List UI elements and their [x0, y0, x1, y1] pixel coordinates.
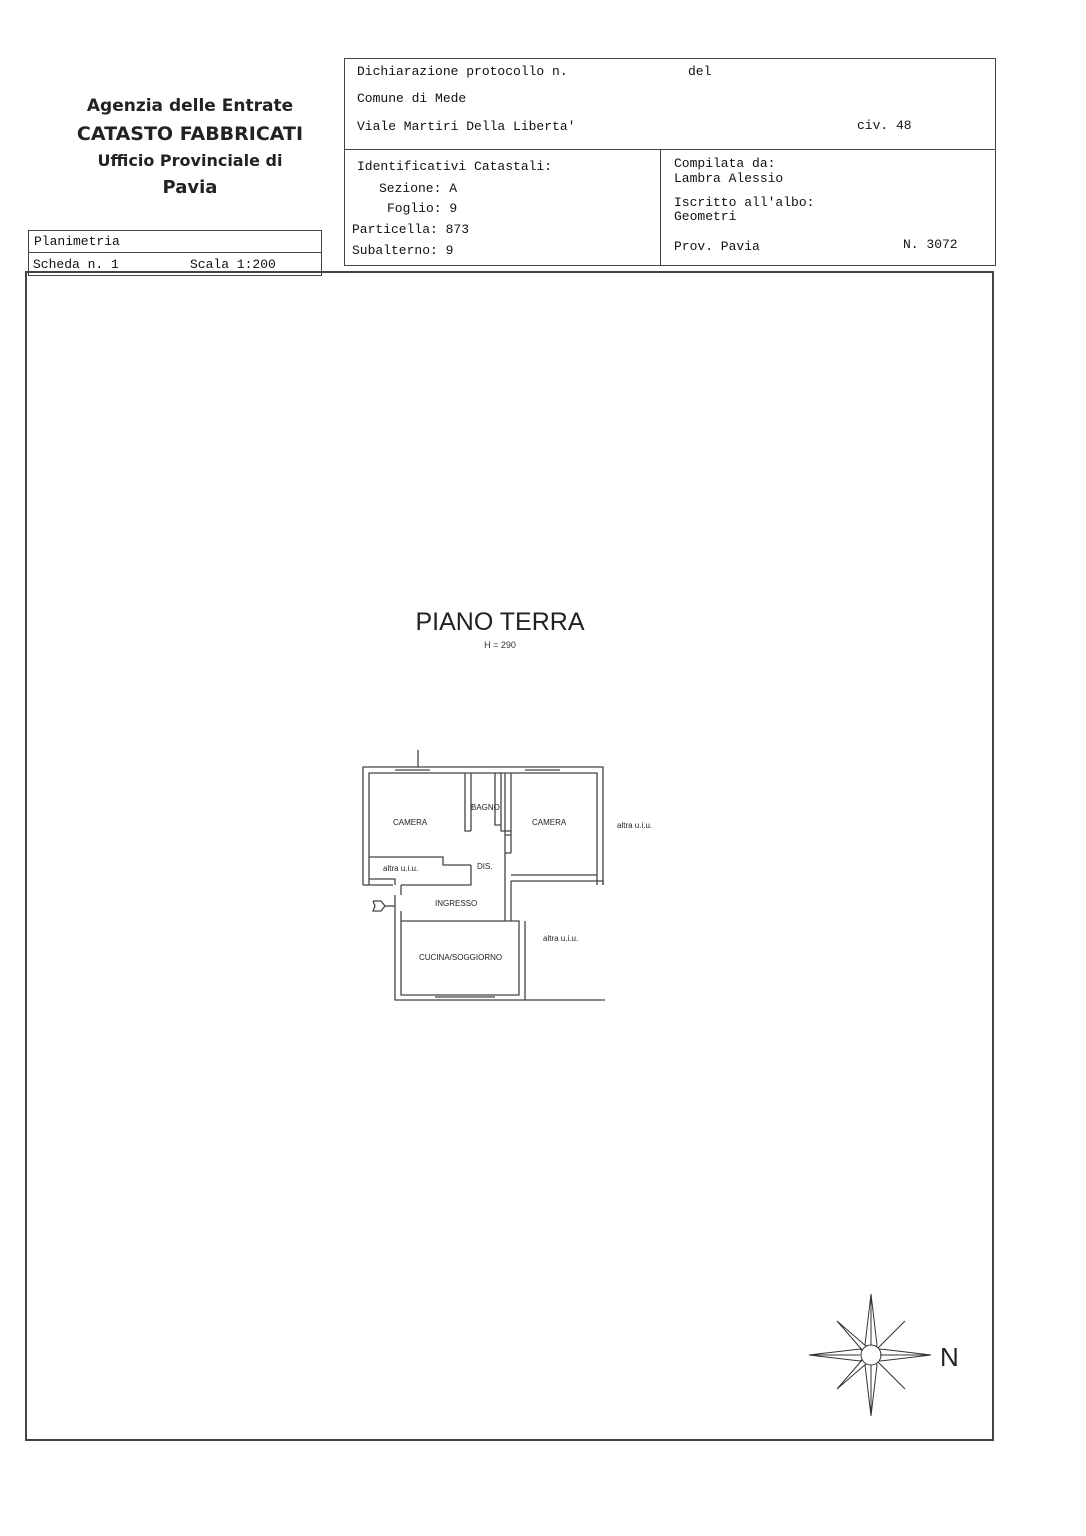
sezione: Sezione: A: [379, 181, 458, 196]
scheda-number: Scheda n. 1: [33, 257, 119, 272]
room-camera-left: CAMERA: [393, 818, 428, 827]
albo-name: Geometri: [674, 209, 737, 224]
province-registration: Prov. Pavia: [674, 239, 760, 254]
room-ingresso: INGRESSO: [435, 899, 478, 908]
foglio: Foglio: 9: [387, 201, 458, 216]
agency-name: Agenzia delle Entrate: [86, 96, 294, 116]
compilata-label: Compilata da:: [674, 156, 776, 171]
plan-height: H = 290: [484, 640, 516, 650]
compass-rose-icon: [805, 1290, 935, 1420]
particella: Particella: 873: [352, 222, 470, 237]
compilata-name: Lambra Alessio: [674, 171, 784, 186]
catasto-title: CATASTO FABBRICATI: [76, 123, 304, 145]
room-cucina-soggiorno: CUCINA/SOGGIORNO: [419, 953, 503, 962]
civic-number: civ. 48: [857, 118, 912, 133]
del-label: del: [688, 64, 712, 79]
address: Viale Martiri Della Liberta': [357, 119, 576, 134]
identificativi-title: Identificativi Catastali:: [357, 159, 553, 174]
comune-name: Comune di Mede: [357, 91, 467, 106]
room-camera-right: CAMERA: [532, 818, 567, 827]
registration-number: N. 3072: [903, 237, 958, 252]
province-name: Pavia: [162, 177, 218, 198]
room-dis: DIS.: [477, 862, 493, 871]
office-label: Ufficio Provinciale di: [97, 151, 283, 170]
iscritto-label: Iscritto all'albo:: [674, 195, 815, 210]
protocollo-label: Dichiarazione protocollo n.: [357, 64, 568, 79]
room-altra-right-top: altra u.i.u.: [617, 821, 653, 830]
room-altra-right-bottom: altra u.i.u.: [543, 934, 579, 943]
planimetria-divider: [28, 252, 322, 253]
room-altra-left: altra u.i.u.: [383, 864, 419, 873]
declaration-divider: [344, 149, 996, 150]
plan-title: PIANO TERRA: [415, 608, 585, 636]
north-label: N: [940, 1342, 959, 1372]
subalterno: Subalterno: 9: [352, 243, 454, 258]
scala-value: Scala 1:200: [190, 257, 276, 272]
floor-plan: [355, 745, 675, 1010]
identificativi-divider: [660, 149, 661, 266]
planimetria-label: Planimetria: [34, 234, 120, 249]
room-bagno: BAGNO: [471, 803, 500, 812]
